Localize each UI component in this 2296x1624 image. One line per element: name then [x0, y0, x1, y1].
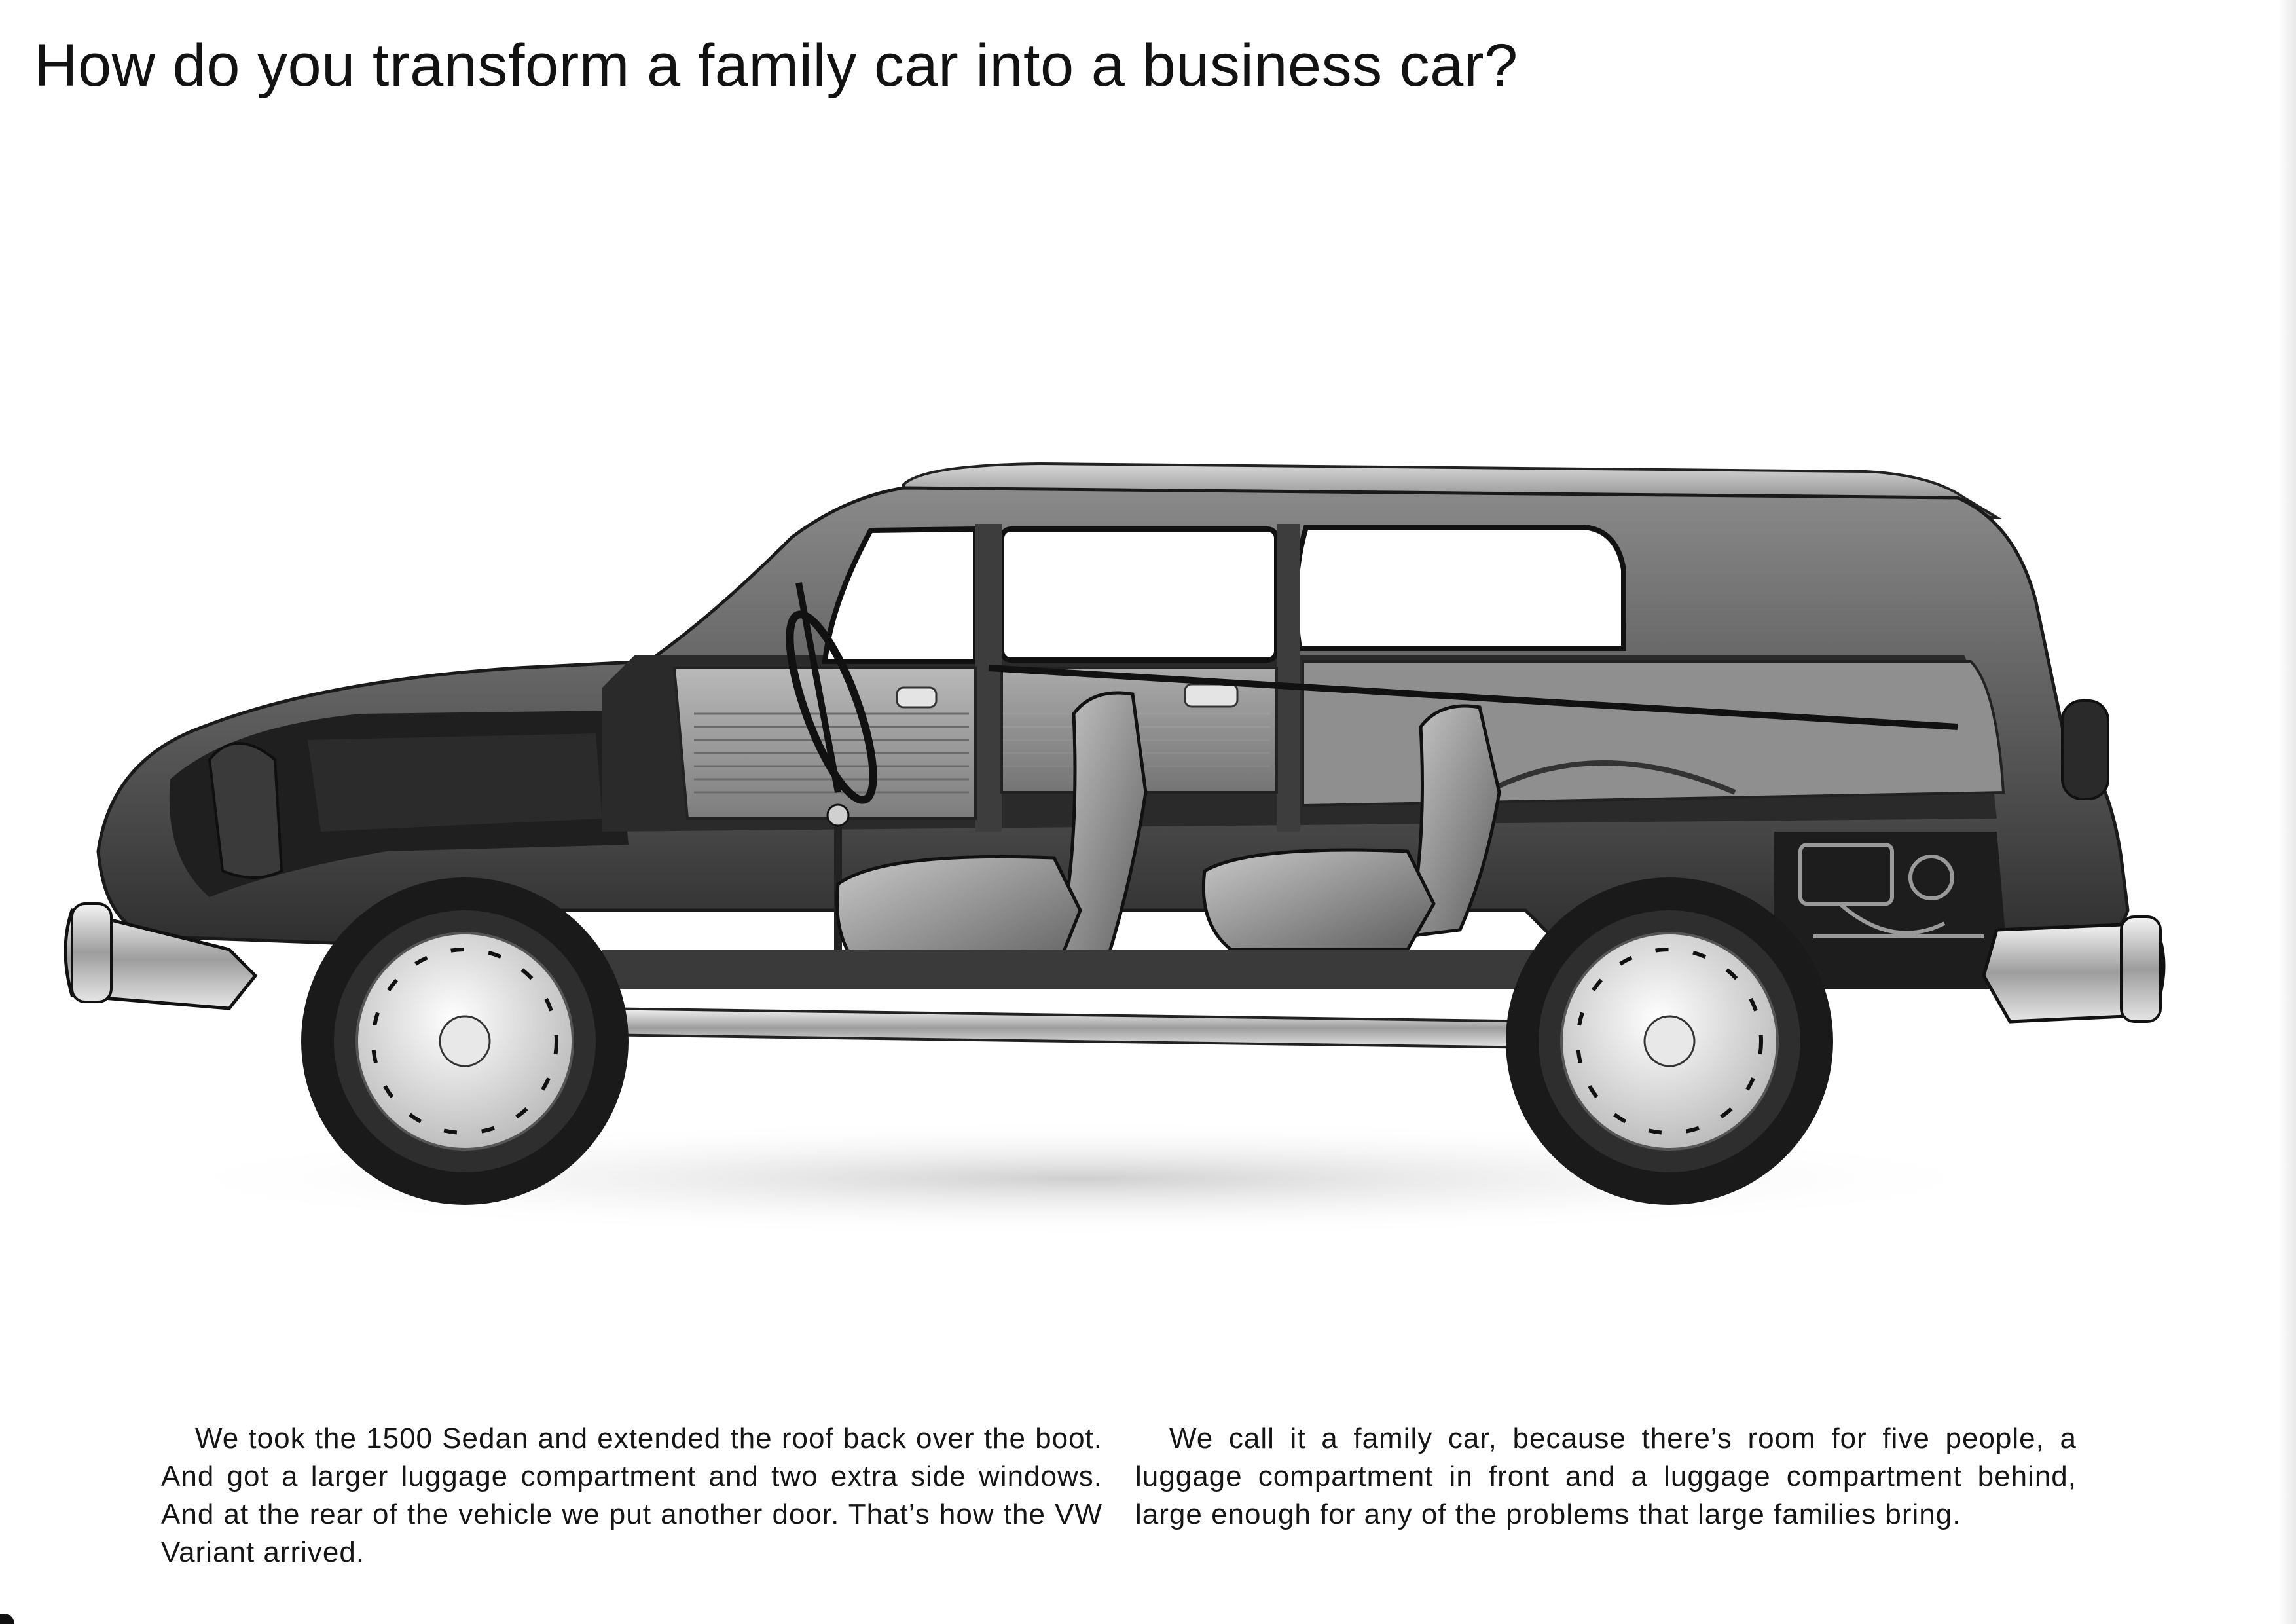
rear-seat-cushion	[1203, 850, 1434, 950]
cabin-floor	[602, 950, 1571, 989]
running-board	[596, 1008, 1552, 1048]
headline: How do you transform a family car into a business car?	[34, 32, 1518, 99]
front-wheel	[301, 877, 629, 1205]
body-text-left: We took the 1500 Sedan and extended the roof back over the boot. And got a larger luggage compartment and two extra side windows. And at the rear of the vehicle we put another door. That’s how the VW Variant arrived.	[161, 1422, 1102, 1568]
front-luggage-floor	[308, 733, 602, 832]
vw-variant-cutaway-illustration	[59, 452, 2193, 1297]
c-pillar	[1277, 524, 1300, 832]
b-pillar	[975, 524, 1002, 832]
gear-knob	[828, 805, 848, 826]
car-cutaway-photo	[59, 452, 2193, 1297]
rear-wheel	[1506, 877, 1833, 1205]
rear-bumper-guard	[2121, 917, 2160, 1022]
rear-door-handle	[1185, 684, 1237, 707]
spare-wheel	[210, 743, 282, 877]
scan-corner-mark	[0, 1614, 14, 1624]
middle-window	[1002, 529, 1277, 660]
rear-quarter-panel	[1303, 661, 2003, 805]
front-bumper-guard	[72, 904, 111, 1002]
page-edge-shadow	[2278, 0, 2296, 1624]
body-text-right: We call it a family car, because there’s room for five people, a luggage compartment in front and a luggage compartment behind, large enough for any of the problems that large families bring.	[1135, 1422, 2077, 1530]
rear-side-window	[1296, 527, 1624, 648]
front-door-handle	[897, 688, 936, 707]
tail-light	[2062, 701, 2108, 799]
